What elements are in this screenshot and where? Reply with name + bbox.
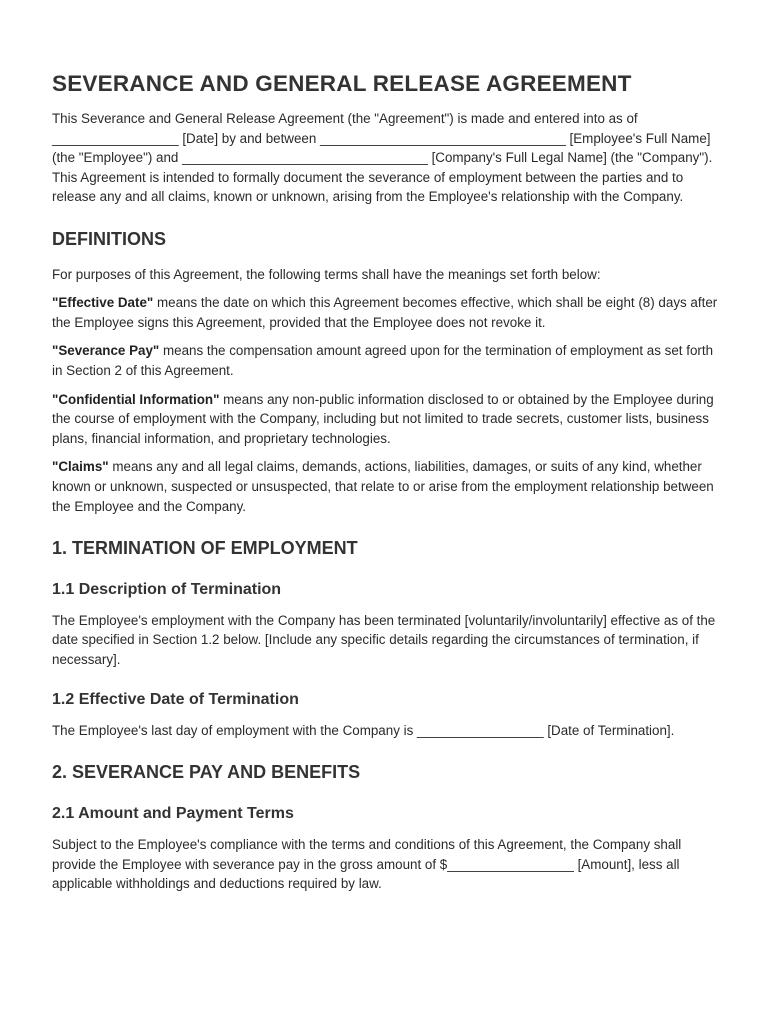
- section-1-2-heading: 1.2 Effective Date of Termination: [52, 690, 299, 708]
- definition-term: "Effective Date": [52, 295, 154, 311]
- definition-severance-pay: [52, 341, 718, 380]
- section-2-1-text: Subject to the Employee's compliance with the terms and conditions of this Agreement, the Company shall provide the Employee with severance pay in the gross amount of $_________________ [Amount], less all applicable withholdings and deductions required by law.: [52, 837, 682, 892]
- definition-text: means any and all legal claims, demands, actions, liabilities, damages, or suits of any kind, whether known or unknown, suspected or unsuspected, that relate to or arise from the employment relationship between the Employee and the Company.: [52, 459, 714, 514]
- definition-text: means any non-public information disclosed to or obtained by the Employee during the course of employment with the Company, including but not limited to trade secrets, customer lists, business plans, financial information, and proprietary technologies.: [52, 391, 714, 446]
- definitions-lead: For purposes of this Agreement, the following terms shall have the meanings set forth below:: [52, 266, 601, 282]
- definition-claims: [52, 457, 718, 516]
- intro-paragraph: This Severance and General Release Agreement (the "Agreement") is made and entered into as of _________________ [Date] by and between _________________________________ [Employee's Full Name] (the "Employee") and _________________________________ [Company's Full Legal Name] (the "Company"). This Agreement is intended to formally document the severance of employment between the parties and to release any and all claims, known or unknown, arising from the Employee's relationship with the Company.: [52, 111, 713, 205]
- section-1-heading: 1. TERMINATION OF EMPLOYMENT: [52, 538, 358, 559]
- section-1-1-heading: 1.1 Description of Termination: [52, 580, 282, 598]
- section-1-2-text: The Employee's last day of employment with the Company is _________________ [Date of Termination].: [52, 722, 675, 738]
- definition-term: "Claims": [52, 459, 109, 475]
- definitions-heading: DEFINITIONS: [52, 228, 167, 249]
- definition-term: "Severance Pay": [52, 343, 160, 359]
- section-1-1-text: The Employee's employment with the Company has been terminated [voluntarily/involuntarily] effective as of the date specified in Section 1.2 below. [Include any specific details regarding the circumstances of termination, if necessary].: [52, 612, 716, 668]
- document-title: SEVERANCE AND GENERAL RELEASE AGREEMENT: [52, 71, 632, 96]
- definition-confidential-information: [52, 390, 718, 449]
- section-2-1-heading: 2.1 Amount and Payment Terms: [52, 805, 294, 823]
- definition-term: "Confidential Information": [52, 391, 220, 407]
- definition-text: means the date on which this Agreement becomes effective, which shall be eight (8) days after the Employee signs this Agreement, provided that the Employee does not revoke it.: [52, 295, 718, 330]
- section-2-heading: 2. SEVERANCE PAY AND BENEFITS: [52, 762, 361, 783]
- definition-text: means the compensation amount agreed upon for the termination of employment as set forth in Section 2 of this Agreement.: [52, 343, 714, 378]
- definition-effective-date: [52, 293, 718, 332]
